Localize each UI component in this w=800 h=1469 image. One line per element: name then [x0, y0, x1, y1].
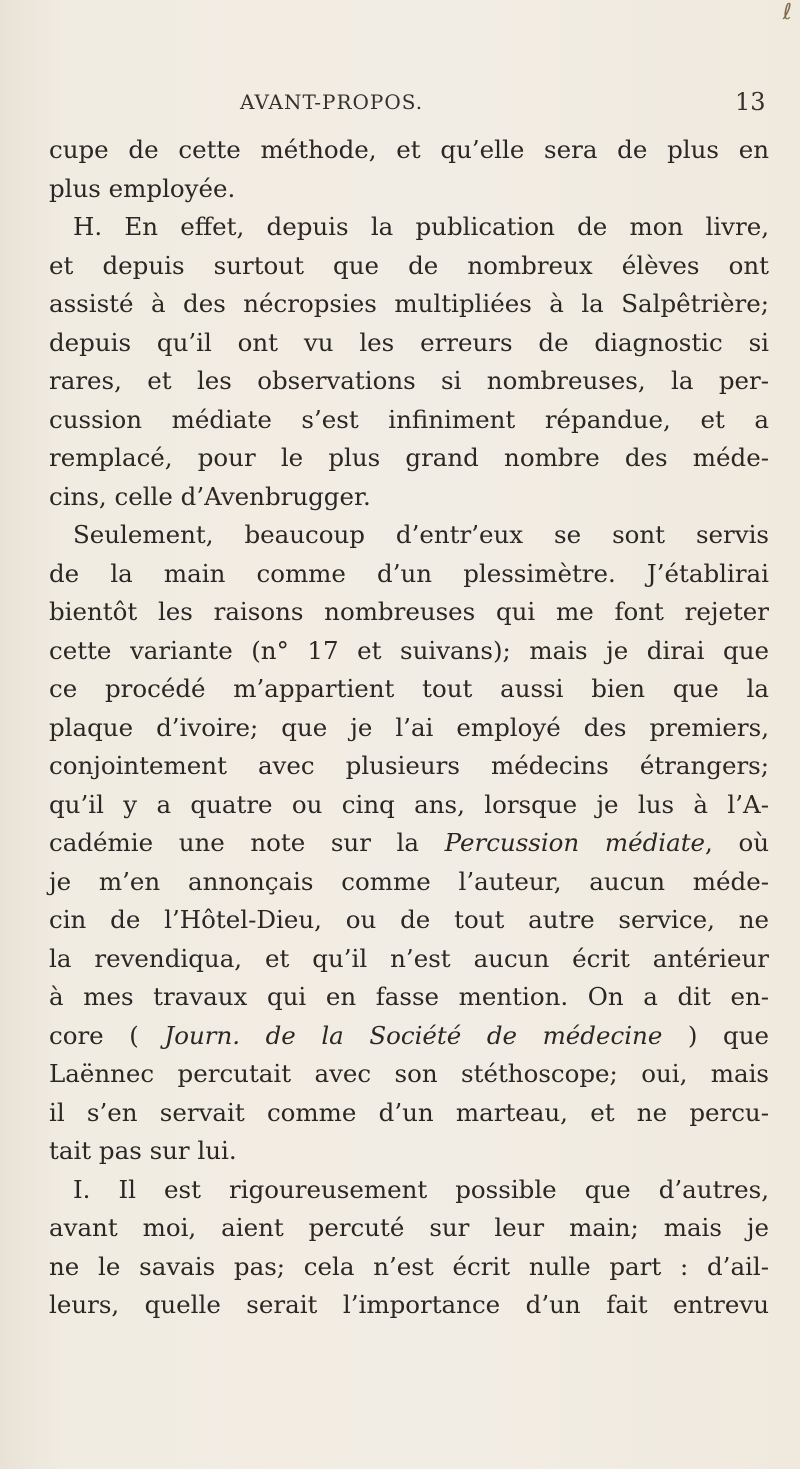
text-line: cin de l’Hôtel-Dieu, ou de tout autre service, ne: [49, 905, 769, 934]
text-line: cupe de cette méthode, et qu’elle sera de plus en: [49, 135, 769, 164]
text-line: cette variante (n° 17 et suivans); mais je dirai que: [49, 635, 769, 665]
text-line: rares, et les observations si nombreuses, la per-: [49, 366, 769, 395]
text-line: ce procédé m’appartient tout aussi bien que la: [49, 674, 769, 703]
text-segment: ) que: [662, 1020, 769, 1050]
text-line: Seulement, beaucoup d’entr’eux se sont servis: [73, 520, 769, 549]
text-segment: core (: [49, 1020, 165, 1050]
text-line: avant moi, aient percuté sur leur main; mais je: [49, 1213, 769, 1242]
text-line: tait pas sur lui.: [49, 1136, 237, 1165]
italic-title: Journ. de la Société de médecine: [164, 1020, 663, 1050]
text-line: depuis qu’il ont vu les erreurs de diagnostic si: [49, 327, 769, 357]
text-line: leurs, quelle serait l’importance d’un fait entrevu: [49, 1290, 769, 1319]
text-line: Laënnec percutait avec son stéthoscope; oui, mais: [49, 1059, 769, 1088]
page-header: [0, 90, 800, 120]
text-line: bientôt les raisons nombreuses qui me font rejeter: [49, 597, 769, 626]
text-line: à mes travaux qui en fasse mention. On a dit en-: [49, 982, 769, 1011]
italic-title: Percussion médiate: [444, 828, 706, 857]
body-text: [49, 131, 769, 1325]
text-line: je m’en annonçais comme l’auteur, aucun méde-: [49, 866, 769, 896]
page-number: 13: [735, 88, 766, 116]
text-line: plus employée.: [49, 173, 236, 203]
text-line: et depuis surtout que de nombreux élèves ont: [49, 250, 769, 280]
text-line: [49, 1017, 769, 1056]
text-line: de la main comme d’un plessimètre. J’établirai: [49, 558, 769, 588]
running-title: AVANT-PROPOS.: [240, 90, 424, 114]
text-line: la revendiqua, et qu’il n’est aucun écrit antérieur: [49, 943, 769, 973]
text-line: remplacé, pour le plus grand nombre des méde-: [49, 443, 769, 472]
text-line: [49, 824, 769, 863]
text-segment: , où: [705, 828, 769, 857]
text-line: I. Il est rigoureusement possible que d’autres,: [73, 1174, 769, 1204]
corner-mark: ℓ: [782, 0, 792, 25]
text-line: il s’en servait comme d’un marteau, et ne percu-: [49, 1097, 769, 1127]
text-line: qu’il y a quatre ou cinq ans, lorsque je lus à l’A-: [49, 789, 769, 819]
text-line: plaque d’ivoire; que je l’ai employé des premiers,: [49, 712, 769, 742]
text-line: cins, celle d’Avenbrugger.: [49, 481, 371, 511]
text-line: conjointement avec plusieurs médecins étrangers;: [49, 751, 769, 780]
text-line: H. En effet, depuis la publication de mon livre,: [73, 212, 769, 241]
text-line: cussion médiate s’est infiniment répandue, et a: [49, 404, 769, 434]
text-line: assisté à des nécropsies multipliées à la Salpêtrière;: [49, 289, 769, 318]
text-line: ne le savais pas; cela n’est écrit nulle part : d’ail-: [49, 1251, 769, 1281]
text-segment: cadémie une note sur la: [49, 828, 445, 857]
